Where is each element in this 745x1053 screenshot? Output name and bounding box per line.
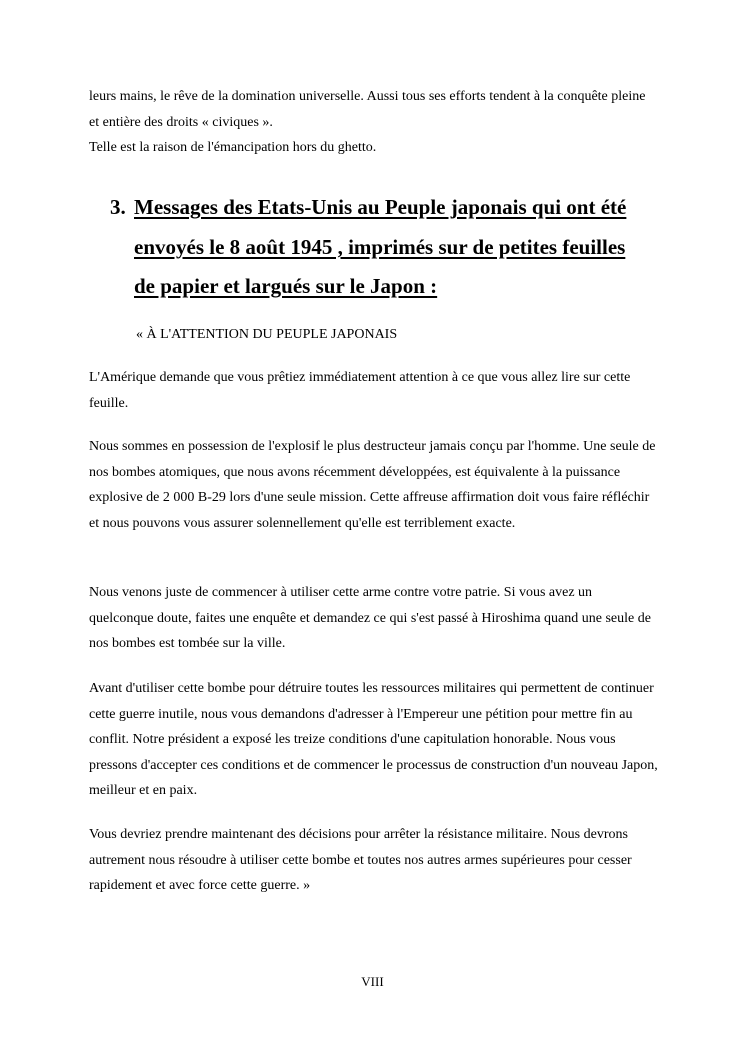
message-paragraph-5: Vous devriez prendre maintenant des décisions pour arrêter la résistance militaire. Nous devrons autrement nous résoudre à utiliser cette bombe et toutes nos autres armes supérieures pour cesser rapidement et avec force cette guerre. » bbox=[89, 827, 632, 894]
intro-block bbox=[89, 84, 659, 161]
message-paragraph-3: Nous venons juste de commencer à utiliser cette arme contre votre patrie. Si vous avez un quelconque doute, faites une enquête et demandez ce qui s'est passé à Hiroshima quand une seule de nos bombes est tombée sur la ville. bbox=[89, 585, 651, 652]
message-paragraph-1: L'Amérique demande que vous prêtiez immédiatement attention à ce que vous allez lire sur cette feuille. bbox=[89, 370, 631, 411]
message-paragraph-2: Nous sommes en possession de l'explosif le plus destructeur jamais conçu par l'homme. Une seule de nos bombes atomiques, que nous avons récemment développées, est équivalente à la puissance explosive de 2 000 B-29 lors d'une seule mission. Cette affreuse affirmation doit vous faire réfléchir et nous pouvons vous assurer solennellement qu'elle est terriblement exacte. bbox=[89, 439, 656, 531]
section-heading bbox=[110, 188, 650, 307]
section-number: 3. bbox=[110, 195, 126, 219]
page-number: VIII bbox=[361, 974, 384, 989]
intro-paragraph: leurs mains, le rêve de la domination universelle. Aussi tous ses efforts tendent à la conquête pleine et entière des droits « civiques ». bbox=[89, 89, 646, 130]
section-title: Messages des Etats-Unis au Peuple japonais qui ont été envoyés le 8 août 1945 , imprimés sur de petites feuilles de papier et largués sur le Japon : bbox=[134, 195, 627, 298]
message-header: « À L'ATTENTION DU PEUPLE JAPONAIS bbox=[136, 327, 398, 342]
message-paragraph-4: Avant d'utiliser cette bombe pour détruire toutes les ressources militaires qui permettent de continuer cette guerre inutile, nous vous demandons d'adresser à l'Empereur une pétition pour mettre fin au conflit. Notre président a exposé les treize conditions d'une capitulation honorable. Nous vous pressons d'accepter ces conditions et de commencer le processus de construction d'un nouveau Japon, meilleur et en paix. bbox=[89, 681, 658, 799]
intro-conclusion: Telle est la raison de l'émancipation hors du ghetto. bbox=[89, 140, 377, 156]
